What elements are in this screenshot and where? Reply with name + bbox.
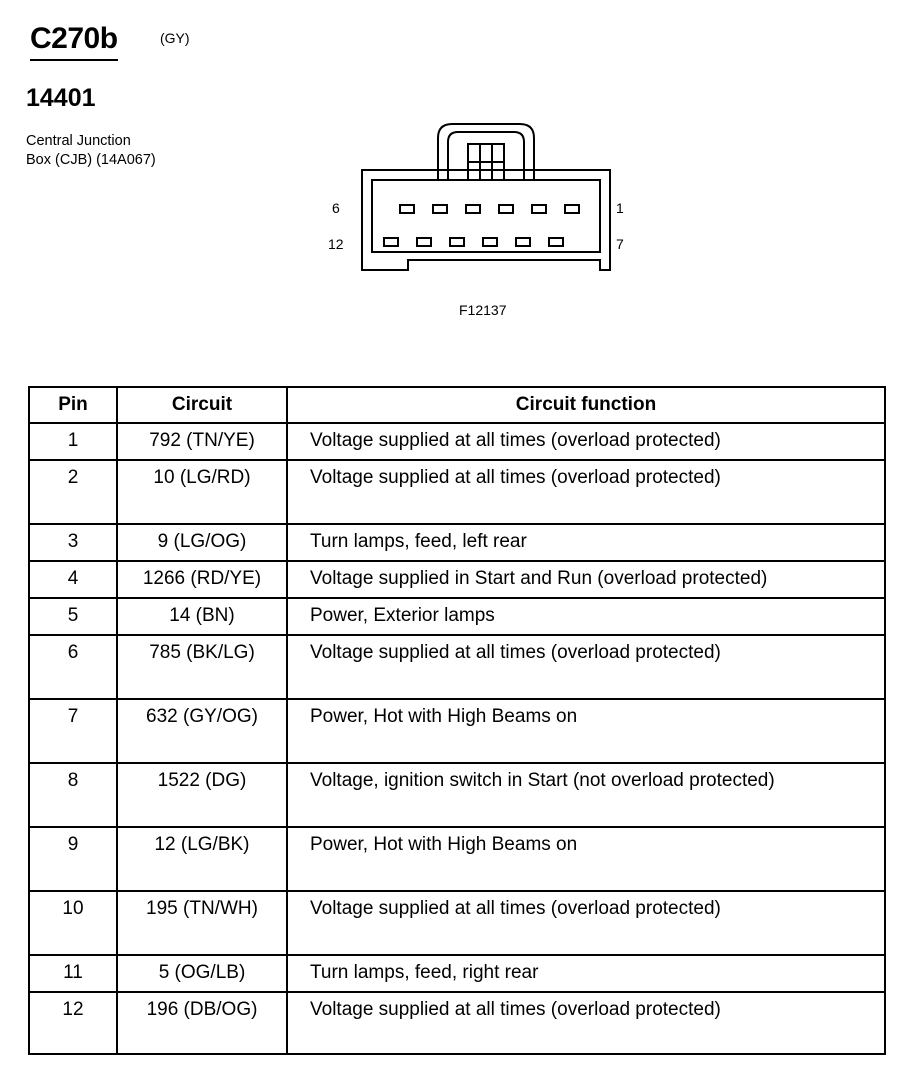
table-row xyxy=(29,992,885,1054)
pin-label-12: 12 xyxy=(328,236,344,252)
figure-id: F12137 xyxy=(459,302,507,318)
pin-cavity-1 xyxy=(565,205,579,213)
connector-id: C270b xyxy=(30,22,118,61)
circuit-cell: 9 (LG/OG) xyxy=(117,524,287,561)
table-row xyxy=(29,524,885,561)
function-cell: Voltage supplied at all times (overload protected) xyxy=(287,635,885,699)
circuit-cell: 632 (GY/OG) xyxy=(117,699,287,763)
function-cell: Power, Exterior lamps xyxy=(287,598,885,635)
pin-cavity-3 xyxy=(499,205,513,213)
table-row xyxy=(29,955,885,992)
pin-cavity-6 xyxy=(400,205,414,213)
connector-body xyxy=(362,170,610,270)
function-cell: Voltage, ignition switch in Start (not overload protected) xyxy=(287,763,885,827)
table-row xyxy=(29,561,885,598)
circuit-cell: 5 (OG/LB) xyxy=(117,955,287,992)
circuit-cell: 14 (BN) xyxy=(117,598,287,635)
function-cell: Power, Hot with High Beams on xyxy=(287,699,885,763)
pin-cell: 5 xyxy=(29,598,117,635)
header-circuit: Circuit xyxy=(117,387,287,423)
function-cell: Voltage supplied at all times (overload protected) xyxy=(287,992,885,1054)
table-header-row xyxy=(29,387,885,423)
pin-label-7: 7 xyxy=(616,236,624,252)
header-pin: Pin xyxy=(29,387,117,423)
component-name-line2: Box (CJB) (14A067) xyxy=(26,152,156,168)
circuit-cell: 1266 (RD/YE) xyxy=(117,561,287,598)
function-cell: Voltage supplied at all times (overload protected) xyxy=(287,891,885,955)
pin-label-6: 6 xyxy=(332,200,340,216)
pin-cavity-4 xyxy=(466,205,480,213)
pin-label-1: 1 xyxy=(616,200,624,216)
function-cell: Turn lamps, feed, right rear xyxy=(287,955,885,992)
pin-cell: 11 xyxy=(29,955,117,992)
table-row xyxy=(29,635,885,699)
pin-cell: 12 xyxy=(29,992,117,1054)
pin-cell: 4 xyxy=(29,561,117,598)
part-number: 14401 xyxy=(26,84,96,112)
function-cell: Turn lamps, feed, left rear xyxy=(287,524,885,561)
pin-cavity-11 xyxy=(417,238,431,246)
pinout-table xyxy=(28,386,886,1055)
header-circuit-function: Circuit function xyxy=(287,387,885,423)
table-row xyxy=(29,423,885,460)
circuit-cell: 792 (TN/YE) xyxy=(117,423,287,460)
pin-cavity-9 xyxy=(483,238,497,246)
circuit-cell: 196 (DB/OG) xyxy=(117,992,287,1054)
pin-cell: 6 xyxy=(29,635,117,699)
function-cell: Voltage supplied at all times (overload protected) xyxy=(287,460,885,524)
pin-cell: 3 xyxy=(29,524,117,561)
pin-cavity-8 xyxy=(516,238,530,246)
pin-cavity-5 xyxy=(433,205,447,213)
table-row xyxy=(29,891,885,955)
pin-cavity-12 xyxy=(384,238,398,246)
pin-cavity-2 xyxy=(532,205,546,213)
table-row xyxy=(29,460,885,524)
table-row xyxy=(29,598,885,635)
pin-cell: 2 xyxy=(29,460,117,524)
connector-face-diagram xyxy=(320,118,640,288)
table-row xyxy=(29,699,885,763)
pin-cell: 7 xyxy=(29,699,117,763)
table-row xyxy=(29,763,885,827)
table-row xyxy=(29,827,885,891)
pin-cell: 8 xyxy=(29,763,117,827)
circuit-cell: 10 (LG/RD) xyxy=(117,460,287,524)
circuit-cell: 12 (LG/BK) xyxy=(117,827,287,891)
function-cell: Voltage supplied in Start and Run (overload protected) xyxy=(287,561,885,598)
pin-cell: 1 xyxy=(29,423,117,460)
pin-cell: 9 xyxy=(29,827,117,891)
circuit-cell: 1522 (DG) xyxy=(117,763,287,827)
circuit-cell: 785 (BK/LG) xyxy=(117,635,287,699)
component-name xyxy=(26,132,156,170)
pin-cavity-7 xyxy=(549,238,563,246)
pin-cell: 10 xyxy=(29,891,117,955)
component-name-line1: Central Junction xyxy=(26,133,131,149)
circuit-cell: 195 (TN/WH) xyxy=(117,891,287,955)
function-cell: Voltage supplied at all times (overload protected) xyxy=(287,423,885,460)
pin-cavity-10 xyxy=(450,238,464,246)
function-cell: Power, Hot with High Beams on xyxy=(287,827,885,891)
connector-color-code: (GY) xyxy=(160,30,190,46)
